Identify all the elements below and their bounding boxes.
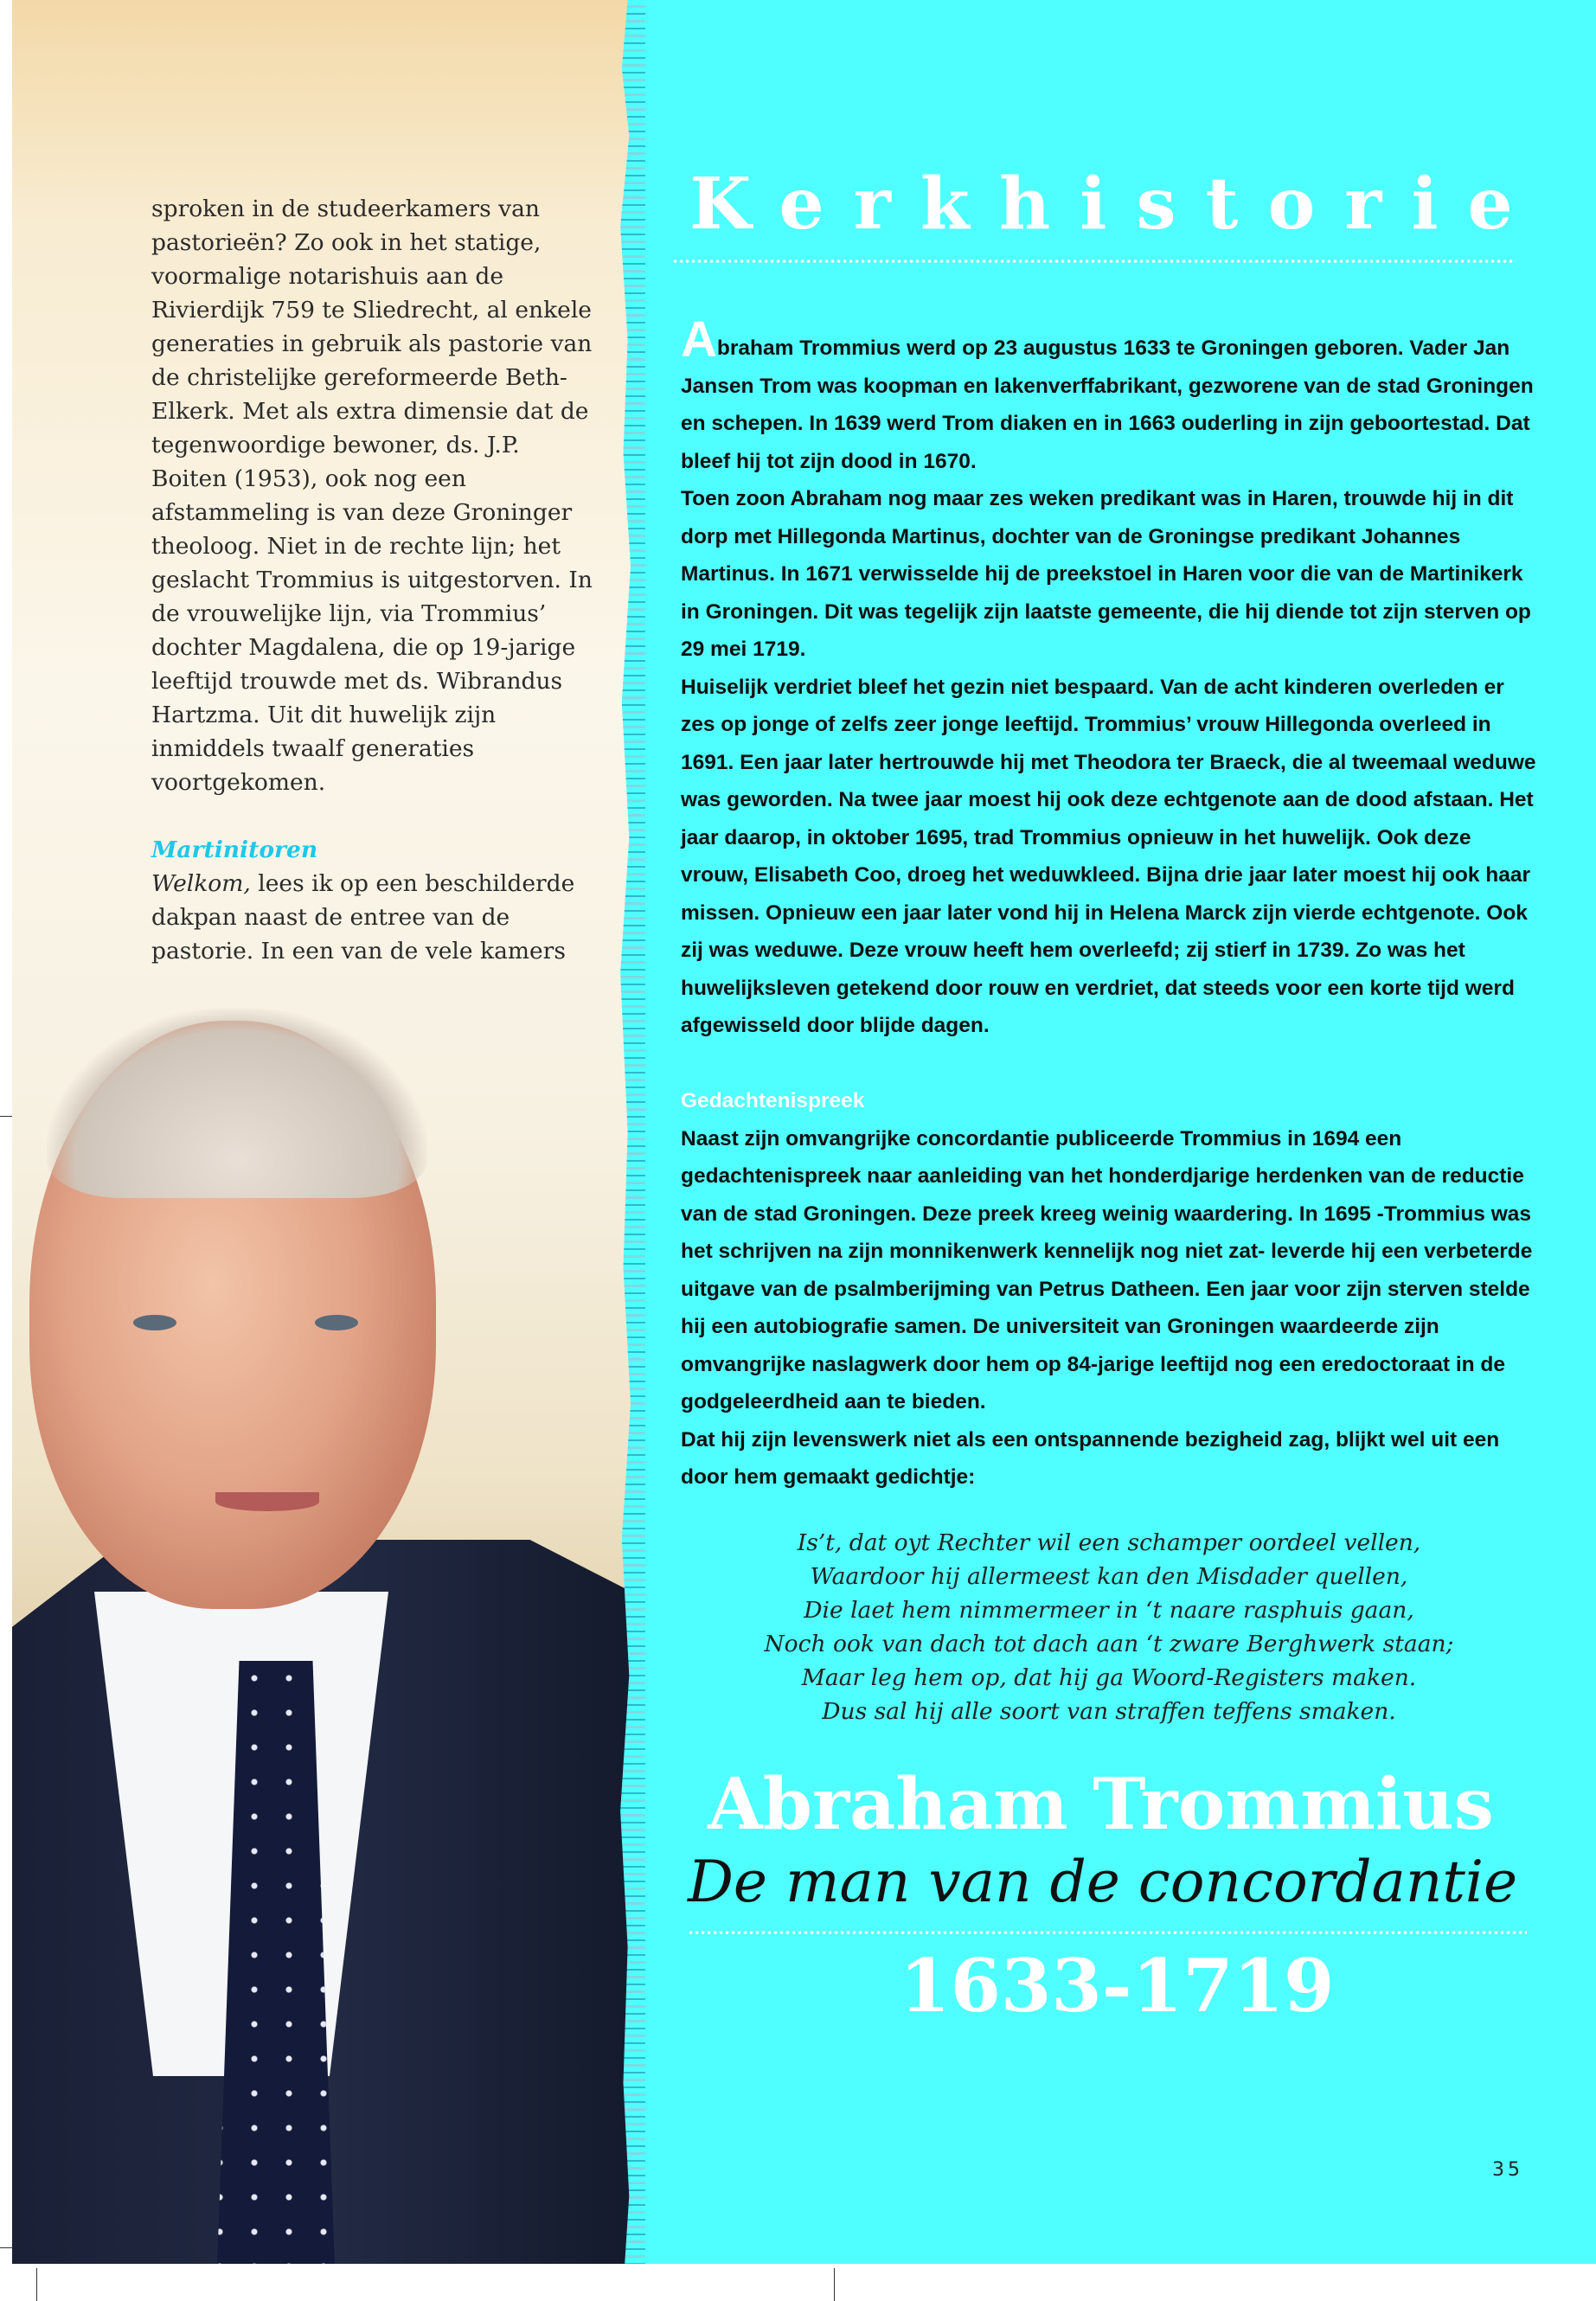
paragraph-text: braham Trommius werd op 23 augustus 1633 te Groningen geboren. Vader Jan Jansen Trom was koopman en lakenverffabrikant, gezworene van de stad Groningen en schepen. In 1639 werd Trom diaken en in 1663 ouderling in zijn geboortestad. Dat bleef hij tot zijn dood in 1670. xyxy=(681,336,1534,473)
article-paragraph: Naast zijn omvangrijke concordantie publiceerde Trommius in 1694 een gedachtenispreek naar aanleiding van het honderdjarige herdenken van de reductie van de stad Groningen. Deze preek kreeg weinig waardering. In 1695 -Trommius was het schrijven na zijn monnikenwerk kennelijk nog niet zat- leverde hij een verbeterde uitgave van de psalmberijming van Petrus Datheen. Een jaar voor zijn sterven stelde hij een autobiografie samen. De universiteit van Groningen waardeerde zijn omvangrijke naslagwerk door hem op 84-jarige leeftijd nog een eredoctoraat in de godgeleerdheid aan te bieden. xyxy=(681,1126,1533,1413)
poem-line: Dus sal hij alle soort van straffen teffens smaken. xyxy=(822,1697,1396,1725)
left-paragraph xyxy=(151,867,593,968)
photo-eye xyxy=(133,1315,176,1330)
right-column-flow xyxy=(681,311,1537,2029)
left-page-panel xyxy=(12,0,644,2264)
headline: Abraham Trommius xyxy=(708,1762,1494,1846)
article-paragraph: Huiselijk verdriet bleef het gezin niet bespaard. Van de acht kinderen overleden er zes op jonge of zelfs zeer jonge leeftijd. Trommius’ vrouw Hillegonda overleed in 1691. Een jaar later hertrouwde hij met Theodora ter Braeck, die al tweemaal weduwe was geworden. Na twee jaar moest hij ook deze echtgenote aan de dood afstaan. Het jaar daarop, in oktober 1695, trad Trommius opnieuw in het huwelijk. Ook deze vrouw, Elisabeth Coo, droeg het weduwkleed. Bijna drie jaar later moest hij ook haar missen. Opnieuw een jaar later vond hij in Helena Marck zijn vierde echtgenote. Ook zij was weduwe. Deze vrouw heeft hem overleefd; zij stierf in 1739. Zo was het huwelijksleven getekend door rouw en verdriet, dat steeds voor een korte tijd werd afgewisseld door blijde dagen. xyxy=(681,675,1536,1037)
italic-word: Welkom, xyxy=(151,870,251,897)
crop-mark xyxy=(0,1116,12,1117)
left-paragraph: sproken in de studeerkamers van pastorieën? Zo ook in het statige, voormalige notarishuis aan de Rivierdijk 759 te Sliedrecht, al enkele generaties in gebruik als pastorie van de christelijke gereformeerde Beth-Elkerk. Met als extra dimensie dat de tegenwoordige bewoner, ds. J.P. Boiten (1953), ook nog een afstammeling is van deze Groninger theoloog. Niet in de rechte lijn; het geslacht Trommius is uitgestorven. In de vrouwelijke lijn, via Trommius’ dochter Magdalena, die op 19-jarige leeftijd trouwde met ds. Wibrandus Hartzma. Uit dit huwelijk zijn inmiddels twaalf generaties voortgekomen. xyxy=(151,195,593,796)
poem xyxy=(681,1526,1537,1728)
headline-block xyxy=(681,1763,1537,2029)
subheading-martinitoren: Martinitoren xyxy=(151,836,318,863)
paragraph-text: lees ik op een beschilderde dakpan naast de entree van de pastorie. In een van de vele kamers xyxy=(151,870,575,965)
portrait-photo xyxy=(12,1003,644,2264)
crop-mark xyxy=(0,2247,12,2248)
left-column-text xyxy=(151,192,593,968)
poem-line: Maar leg hem op, dat hij ga Woord-Registers maken. xyxy=(801,1663,1417,1691)
poem-line: Waardoor hij allermeest kan den Misdader quellen, xyxy=(810,1562,1408,1590)
poem-line: Is’t, dat oyt Rechter wil een schamper oordeel vellen, xyxy=(797,1529,1421,1556)
poem-line: Die laet hem nimmermeer in ‘t naare rasphuis gaan, xyxy=(804,1596,1414,1624)
article-paragraph: Dat hij zijn levenswerk niet als een ontspannende bezigheid zag, blijkt wel uit een door hem gemaakt gedichtje: xyxy=(681,1427,1500,1489)
article-paragraph: Toen zoon Abraham nog maar zes weken predikant was in Haren, trouwde hij in dit dorp met Hillegonda Martinus, dochter van de Groningse predikant Johannes Martinus. In 1671 verwisselde hij de preekstoel in Haren voor die van de Martinikerk in Groningen. Dit was tegelijk zijn laatste gemeente, die hij diende tot zijn sterven op 29 mei 1719. xyxy=(681,487,1531,661)
subheading-gedachtenispreek: Gedachtenispreek xyxy=(681,1089,865,1112)
crop-mark xyxy=(834,2268,835,2301)
poem-line: Noch ook van dach tot dach aan ‘t zware Berghwerk staan; xyxy=(764,1630,1454,1657)
subtitle: De man van de concordantie xyxy=(688,1848,1518,1915)
crop-mark xyxy=(36,2268,37,2301)
photo-hair xyxy=(47,1008,427,1198)
page-number: 35 xyxy=(1492,2159,1523,2181)
life-years: 1633-1719 xyxy=(900,1942,1335,2029)
article-paragraph xyxy=(681,311,1537,480)
article-body xyxy=(681,311,1537,1497)
photo-mouth xyxy=(215,1492,319,1511)
dotted-divider xyxy=(688,1931,1527,1934)
drop-cap: A xyxy=(681,311,717,368)
dotted-divider xyxy=(672,260,1516,263)
photo-eye xyxy=(315,1315,358,1330)
section-title: Kerkhistorie xyxy=(689,163,1542,246)
